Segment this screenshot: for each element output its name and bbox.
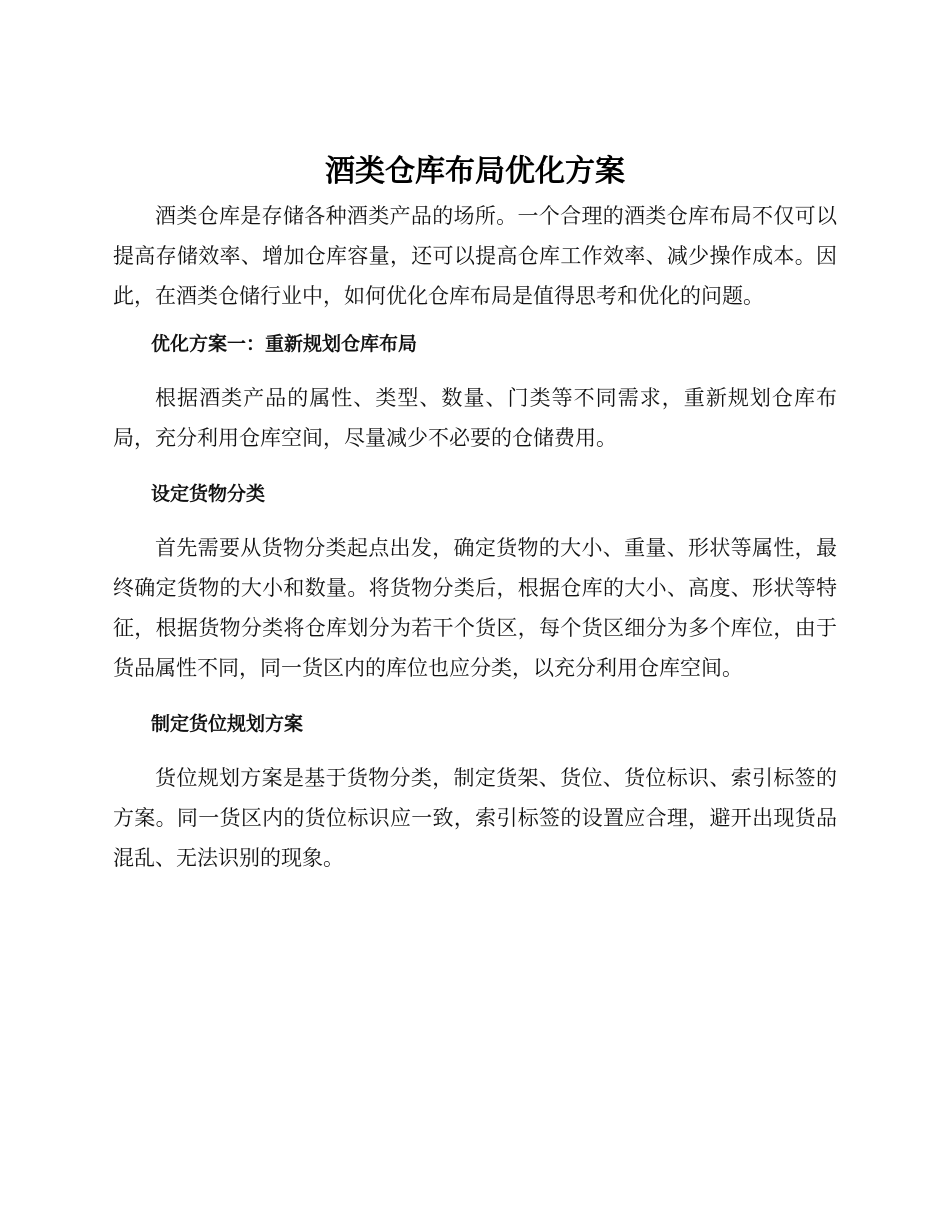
section-heading-goods-classification: 设定货物分类: [151, 483, 266, 505]
spacer: [113, 458, 837, 474]
spacer: [113, 514, 837, 528]
section-body-goods-classification: 首先需要从货物分类起点出发，确定货物的大小、重量、形状等属性，最终确定货物的大小和数量。将货物分类后，根据仓库的大小、高度、形状等特征，根据货物分类将仓库划分为若干个货区，每个货区细分为多个库位，由于货品属性不同，同一货区内的库位也应分类，以充分利用仓库空间。: [113, 536, 837, 680]
section-heading-plan-one: 优化方案一：重新规划仓库布局: [151, 333, 418, 355]
document-title: 酒类仓库布局优化方案: [325, 154, 625, 189]
section-body-plan-one: 根据酒类产品的属性、类型、数量、门类等不同需求，重新规划仓库布局，充分利用仓库空间，尽量减少不必要的仓储费用。: [113, 386, 837, 450]
section-body-location-planning: 货位规划方案是基于货物分类，制定货架、货位、货位标识、索引标签的方案。同一货区内的货位标识应一致，索引标签的设置应合理，避开出现货品混乱、无法识别的现象。: [113, 766, 837, 870]
spacer: [113, 744, 837, 758]
spacer: [113, 316, 837, 324]
spacer: [113, 364, 837, 378]
intro-paragraph: 酒类仓库是存储各种酒类产品的场所。一个合理的酒类仓库布局不仅可以提高存储效率、增加仓库容量，还可以提高仓库工作效率、减少操作成本。因此，在酒类仓储行业中，如何优化仓库布局是值得思考和优化的问题。: [113, 204, 837, 308]
document-page: [113, 148, 837, 878]
section-heading-location-planning: 制定货位规划方案: [151, 713, 304, 735]
spacer: [113, 688, 837, 704]
